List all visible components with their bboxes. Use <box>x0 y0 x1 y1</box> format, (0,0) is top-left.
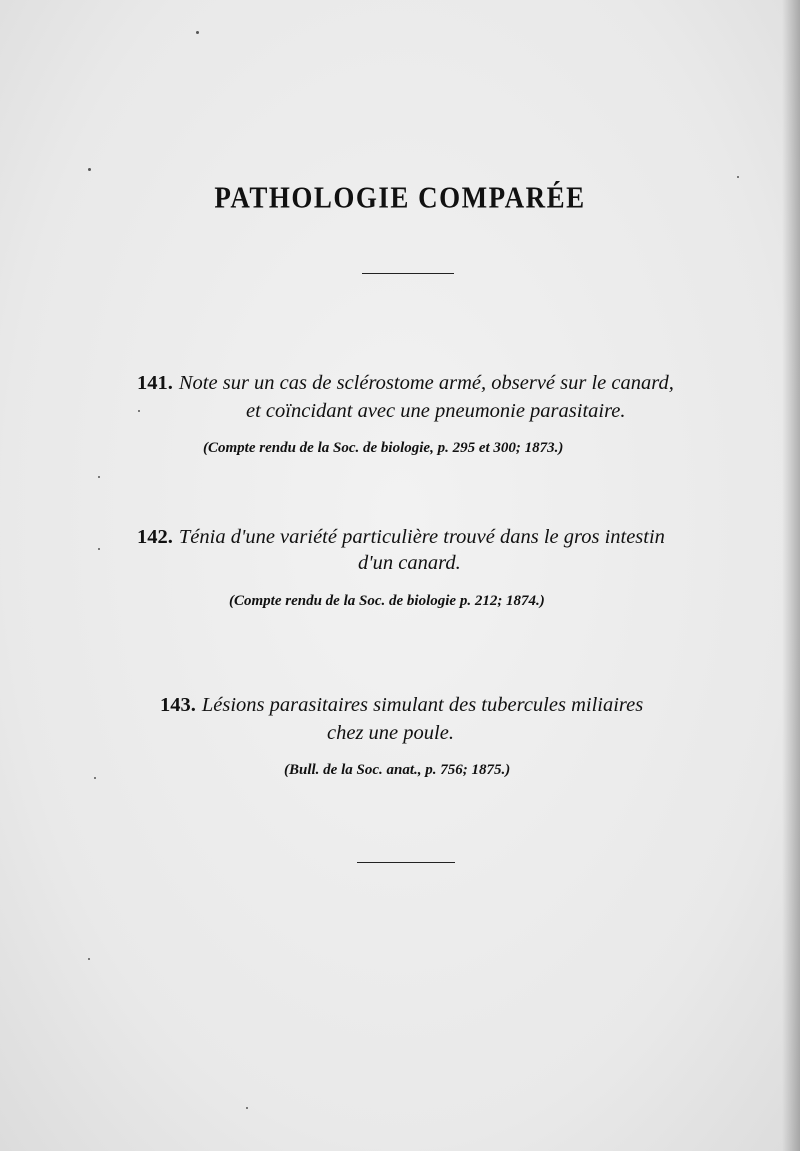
section-heading: PATHOLOGIE COMPARÉE <box>214 179 586 215</box>
entry-141-reference: (Compte rendu de la Soc. de biologie, p. 295 et 300; 1873.) <box>203 440 564 456</box>
ink-speck <box>98 476 100 478</box>
entry-141-title-line2 <box>246 396 626 426</box>
entry-142-title-text-2: d'un canard. <box>358 552 461 574</box>
end-divider <box>357 862 455 863</box>
entry-143-number: 143. <box>160 694 196 716</box>
ink-speck <box>88 168 91 171</box>
entry-143-title-line1 <box>160 690 643 720</box>
heading-divider <box>362 273 454 274</box>
entry-142-reference: (Compte rendu de la Soc. de biologie p. 212; 1874.) <box>229 593 545 609</box>
page-edge-shadow <box>782 0 800 1151</box>
ink-speck <box>88 958 90 960</box>
entry-142-title-text: Ténia d'une variété particulière trouvé dans le gros intestin <box>178 526 665 548</box>
entry-142-number: 142. <box>137 526 173 548</box>
entry-141-number: 141. <box>137 372 173 394</box>
entry-142-title-line2 <box>358 548 461 578</box>
ink-speck <box>98 548 100 550</box>
ink-speck <box>94 777 96 779</box>
entry-143-title-text-2: chez une poule. <box>327 722 454 744</box>
ink-speck <box>138 410 140 412</box>
entry-141-title-line1 <box>137 368 674 398</box>
ink-speck <box>196 31 199 34</box>
entry-143-title-text: Lésions parasitaires simulant des tubercules miliaires <box>201 694 644 716</box>
ink-speck <box>246 1107 248 1109</box>
entry-141-title-text: Note sur un cas de sclérostome armé, observé sur le canard, <box>178 372 674 394</box>
entry-141-title-text-2: et coïncidant avec une pneumonie parasitaire. <box>246 400 626 422</box>
entry-143-reference: (Bull. de la Soc. anat., p. 756; 1875.) <box>284 762 511 778</box>
entry-143-title-line2 <box>327 718 454 748</box>
ink-speck <box>737 176 739 178</box>
